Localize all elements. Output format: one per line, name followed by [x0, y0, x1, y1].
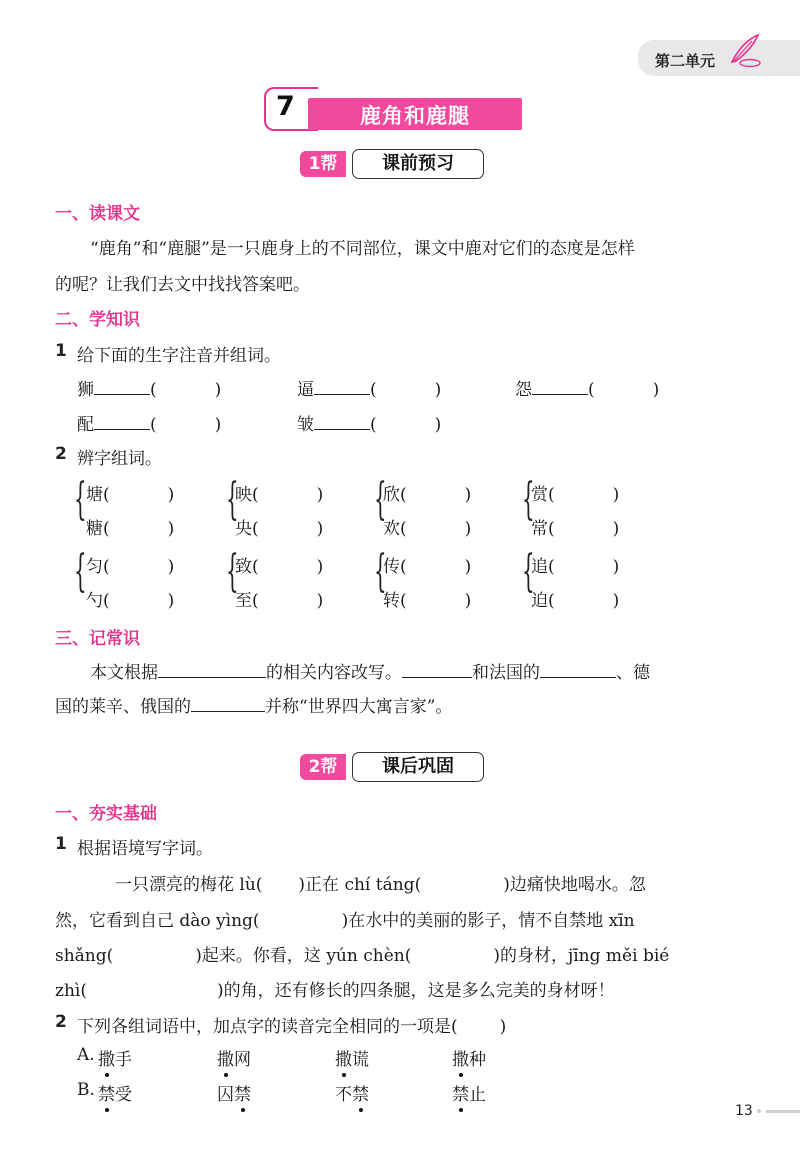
context-line3: shǎng( )起来。你看，这 yún chèn( )的身材，jīng měi bié [55, 946, 670, 966]
section1-title: 课前预习 [352, 149, 484, 179]
brace: { [226, 474, 239, 525]
part3-line2: 国的莱辛、俄国的 并称“世界四大寓言家”。 [55, 692, 452, 717]
option-b-label: B. [77, 1080, 95, 1100]
option-word: 撒种 [452, 1045, 486, 1070]
part1-para-line1: “鹿角”和“鹿腿”是一只鹿身上的不同部位，课文中鹿对它们的态度是怎样 [90, 239, 635, 259]
option-word: 禁受 [98, 1080, 132, 1105]
pair-char: 欣( ) [383, 485, 472, 505]
q2-number: 2 [55, 444, 67, 464]
part1-heading: 一、读课文 [55, 204, 140, 224]
option-word: 禁止 [452, 1080, 486, 1105]
option-word: 囚禁 [217, 1080, 251, 1105]
section2-tag: 2帮 [300, 754, 346, 780]
section2-title: 课后巩固 [352, 752, 484, 782]
context-line2: 然，它看到自己 dào yìng( )在水中的美丽的影子，情不自禁地 xīn [55, 911, 635, 931]
lesson-title: 鹿角和鹿腿 [360, 104, 470, 128]
char-item: 狮 ( ) [77, 375, 221, 400]
brace: { [374, 546, 387, 597]
char-item: 怨 ( ) [515, 375, 659, 400]
part4-heading: 一、夯实基础 [55, 804, 157, 824]
context-line4: zhì( )的角，还有修长的四条腿，这是多么完美的身材呀！ [55, 981, 615, 1001]
brace: { [226, 546, 239, 597]
option-a-label: A. [77, 1045, 95, 1065]
char-item: 皱 ( ) [297, 410, 441, 435]
pair-char: 常( ) [531, 519, 620, 539]
page-line [766, 1110, 800, 1113]
pair-char: 转( ) [383, 591, 472, 611]
p4-q2-number: 2 [55, 1012, 67, 1032]
option-word: 不禁 [335, 1080, 369, 1105]
q1-number: 1 [55, 341, 67, 361]
option-word: 撒谎 [335, 1045, 369, 1070]
context-line1: 一只漂亮的梅花 lù( )正在 chí táng( )边痛快地喝水。忽 [115, 875, 646, 895]
p4-q1-text: 根据语境写字词。 [77, 839, 213, 859]
unit-label: 第二单元 [655, 52, 716, 70]
pair-char: 迫( ) [531, 591, 620, 611]
pair-char: 欢( ) [383, 519, 472, 539]
section1-tag: 1帮 [300, 151, 346, 177]
char-item: 配 ( ) [77, 410, 221, 435]
part3-line1: 本文根据 的相关内容改写。 和法国的 、德 [90, 658, 650, 683]
pair-char: 传( ) [383, 557, 472, 577]
brace: { [74, 474, 87, 525]
pair-char: 塘( ) [86, 485, 175, 505]
q2-text: 辨字组词。 [77, 449, 162, 469]
option-word: 撒手 [98, 1045, 132, 1070]
pair-char: 致( ) [235, 557, 324, 577]
part1-para-line2: 的呢？让我们去文中找找答案吧。 [55, 275, 310, 295]
brace: { [522, 474, 535, 525]
pair-char: 勺( ) [86, 591, 175, 611]
pair-char: 央( ) [235, 519, 324, 539]
char-item: 逼 ( ) [297, 375, 441, 400]
brace: { [522, 546, 535, 597]
part2-heading: 二、学知识 [55, 310, 140, 330]
pair-char: 匀( ) [86, 557, 175, 577]
pair-char: 映( ) [235, 485, 324, 505]
option-word: 撒网 [217, 1045, 251, 1070]
quill-icon [728, 32, 762, 68]
brace: { [374, 474, 387, 525]
pair-char: 糖( ) [86, 519, 175, 539]
page-number: 13 [735, 1103, 753, 1119]
pair-char: 至( ) [235, 591, 324, 611]
lesson-number: 7 [276, 91, 295, 122]
pair-char: 赏( ) [531, 485, 620, 505]
part3-heading: 三、记常识 [55, 629, 140, 649]
q1-text: 给下面的生字注音并组词。 [77, 346, 281, 366]
p4-q1-number: 1 [55, 834, 67, 854]
p4-q2-text: 下列各组词语中，加点字的读音完全相同的一项是( ) [77, 1017, 507, 1037]
pair-char: 追( ) [531, 557, 620, 577]
brace: { [74, 546, 87, 597]
page-dot [757, 1109, 761, 1113]
